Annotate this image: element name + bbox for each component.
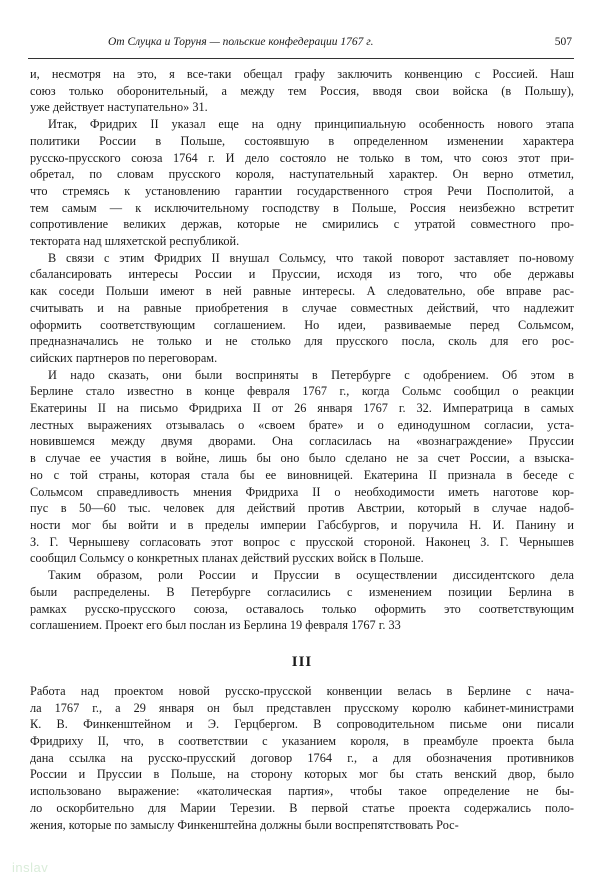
paragraphs <box>30 66 574 634</box>
text-line: уже действует наступательно» 31. <box>30 100 208 115</box>
text-line: И надо сказать, они были восприняты в Петербурге с одобрением. Об этом в <box>48 367 574 382</box>
paragraph <box>30 367 574 567</box>
text-line: предназначались не только и не столько для прусского посла, сколь для его рос- <box>30 334 574 349</box>
text-line: З. Г. Чернышеву согласовать этот вопрос с прусской стороной. Наконец З. Г. Чернышев <box>30 534 574 549</box>
text-line: лестных выражениях отзывалась о «своем брате» и о единодушном согласии, уста- <box>30 417 574 432</box>
text-line: были распределены. В Петербурге согласились с изменением позиции Берлина в <box>30 584 574 599</box>
text-line: как соседи Польши имеют в ней равные интересы. А следовательно, обе вправе рас- <box>30 284 574 299</box>
text-line: Итак, Фридрих II указал еще на одну принципиальную особенность нового этапа <box>48 117 574 132</box>
text-line: жения, которые по замыслу Финкенштейна должны были воспрепятствовать Рос- <box>30 817 459 832</box>
running-header <box>28 34 572 56</box>
text-line: рамках русско-прусского союза, оставалось только оформить это соответствующим <box>30 601 574 616</box>
text-line: тем самым — к исключительному господству в Польше, Россия неизбежно встретит <box>30 200 574 215</box>
watermark-logo: inslav <box>12 860 49 875</box>
text-line: Екатерины II на письмо Фридриха II от 26 января 1767 г. 32. Императрица в самых <box>30 401 574 416</box>
paragraph <box>30 683 574 833</box>
text-line: сбалансировать интересы России и Пруссии, исходя из того, что обе державы <box>30 267 574 282</box>
text-line: В связи с этим Фридрих II внушал Сольмсу, что такой поворот заставляет по-новому <box>48 250 574 265</box>
section-heading: III <box>291 653 313 670</box>
text-line: русско-прусского союза 1764 г. И дело состояло не только в том, что союз этот при- <box>30 150 574 165</box>
text-line: союз только оборонительный, а между тем Россия, вводя свои войска (в Польшу), <box>30 83 574 98</box>
text-line: но с той страны, которая стала бы ее виновницей. Екатерина II признала в беседе с <box>30 467 574 482</box>
text-line: сопротивление великих держав, которые не смирились с утратой совместного про- <box>30 217 574 232</box>
paragraph <box>30 116 574 250</box>
text-line: ло оскорбительно для Марии Терезии. В первой статье проекта содержались поло- <box>30 800 574 815</box>
text-line: Таким образом, роли России и Пруссии в осуществлении диссидентского дела <box>48 568 574 583</box>
text-line: в случае ее участия в войне, лишь бы оно было сделано не за счет России, а взыска- <box>30 451 574 466</box>
page-number: 507 <box>554 36 572 48</box>
running-header-title: От Слуцка и Торуня — польские конфедерации 1767 г. <box>108 36 374 48</box>
text-line: Фридриху II, что, в соответствии с указанием короля, в преамбуле проекта была <box>30 734 574 749</box>
text-line: использовано выражение: «католическая партия», чтобы такое определение не бы- <box>30 784 574 799</box>
text-line: тектората над шляхетской республикой. <box>30 234 240 249</box>
paragraph <box>30 567 574 634</box>
text-line: сообщил Сольмсу о конкретных планах действий русских войск в Польше. <box>30 551 424 566</box>
text-line: что стремясь к установлению гарантии государственного строя Речи Посполитой, а <box>30 183 574 198</box>
text-line: Сольмсом справедливость мнения Фридриха II о необходимости иметь наготове кор- <box>30 484 574 499</box>
header-rule <box>28 58 574 59</box>
text-line: дана ссылка на русско-прусский договор 1764 г., а для обозначения противников <box>30 750 574 765</box>
text-line: ла 1767 г., а 29 января он был представлен прусскому королю кабинет-министрами <box>30 700 574 715</box>
text-line: оформить соответствующим соглашением. Но идеи, развиваемые перед Сольмсом, <box>30 317 574 332</box>
section-paragraphs <box>30 683 574 833</box>
text-line: ности мог бы войти и в пределы империи Габсбургов, и поручила Н. И. Панину и <box>30 517 574 532</box>
text-line: новившемся между двумя дворами. Она согласилась на «вознаграждение» Пруссии <box>30 434 574 449</box>
text-line: обретал, по словам прусского короля, наступательный характер. Он верно отметил, <box>30 167 574 182</box>
text-line: и, несмотря на это, я все-таки обещал графу заключить конвенцию с Россией. Наш <box>30 67 574 81</box>
text-line: сийских партнеров по переговорам. <box>30 350 218 365</box>
text-line: К. В. Финкенштейном и Э. Герцбергом. В сопроводительном письме они писали <box>30 717 574 732</box>
text-line: России и Пруссии в Польше, на сторону которых мог бы стать венский двор, было <box>30 767 574 782</box>
text-line: Работа над проектом новой русско-прусской конвенции велась в Берлине с нача- <box>30 683 574 698</box>
paragraph <box>30 66 574 116</box>
text-line: Берлине стало известно в конце февраля 1767 г., когда Сольмс сообщил о реакции <box>30 384 574 399</box>
text-line: пус в 50—60 тыс. человек для действий против Австрии, который в случае надоб- <box>30 501 574 516</box>
text-line: политики России в Польше, состоявшую в определенном изменении характера <box>30 133 574 148</box>
page-body <box>30 66 574 833</box>
text-line: соглашением. Проект его был послан из Берлина 19 февраля 1767 г. 33 <box>30 618 401 633</box>
text-line: считывать и на равные приобретения в случае совместных действий, что надлежит <box>30 300 574 315</box>
paragraph <box>30 250 574 367</box>
